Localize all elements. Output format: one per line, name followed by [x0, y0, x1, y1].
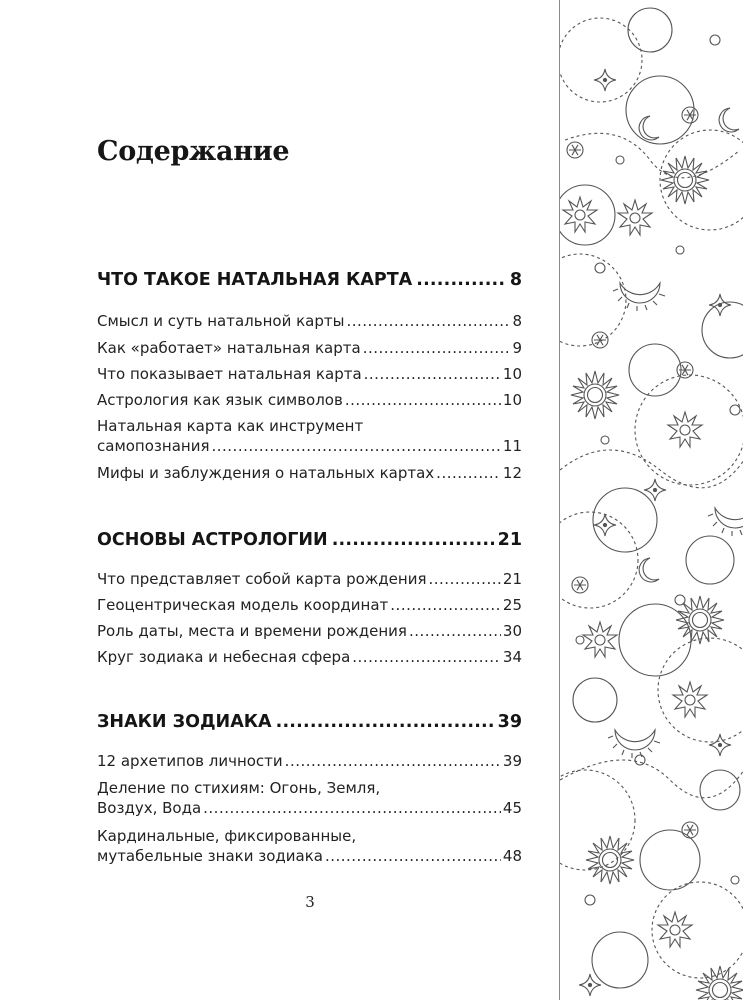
toc-section-title: ОСНОВЫ АСТРОЛОГИИ: [97, 530, 328, 550]
toc-page-number: 39: [497, 712, 522, 732]
solid-circles-icon: [560, 8, 743, 988]
toc-section-2[interactable]: [97, 530, 522, 550]
small-rings-icon: [576, 35, 740, 905]
toc-entry[interactable]: Круг зодиака и небесная сфера ..... 34: [97, 648, 522, 666]
toc-entry-multiline[interactable]: Натальная карта как инструмент самопознания ..... 11: [97, 416, 522, 456]
snowflake-icon: [682, 107, 698, 123]
crescent-moon-icon: [708, 508, 743, 536]
page-number: 3: [305, 893, 315, 911]
toc-page-number: 8: [509, 270, 522, 290]
sun-icon: [676, 596, 724, 644]
dot-leader: [332, 530, 494, 550]
star-burst-icon: [668, 412, 702, 447]
celestial-pattern-panel: [559, 0, 743, 1000]
sun-icon: [586, 836, 634, 884]
sparkle-icon: [594, 69, 616, 91]
star-burst-icon: [563, 197, 597, 232]
toc-section-1[interactable]: [97, 270, 522, 290]
toc-section-title: ЧТО ТАКОЕ НАТАЛЬНАЯ КАРТА: [97, 270, 413, 290]
toc-entry[interactable]: Что представляет собой карта рождения ..... 21: [97, 570, 522, 588]
star-burst-icon: [673, 682, 707, 717]
crescent-moon-icon: [639, 558, 659, 582]
page-title: Содержание: [97, 136, 290, 167]
crescent-moon-icon: [608, 730, 660, 758]
sun-icon: [696, 966, 743, 1000]
toc-entry[interactable]: Мифы и заблуждения о натальных картах ..... 12: [97, 464, 522, 482]
star-burst-icon: [583, 622, 617, 657]
toc-entry[interactable]: Геоцентрическая модель координат ..... 25: [97, 596, 522, 614]
crescent-moon-icon: [719, 108, 739, 132]
toc-page-number: 21: [497, 530, 522, 550]
sun-icon: [661, 156, 709, 204]
star-burst-icon: [658, 912, 692, 947]
toc-entry[interactable]: 12 архетипов личности ..... 39: [97, 752, 522, 770]
toc-section-3[interactable]: [97, 712, 522, 732]
toc-section-title: ЗНАКИ ЗОДИАКА: [97, 712, 272, 732]
snowflake-icon: [567, 142, 583, 158]
toc-entry[interactable]: Что показывает натальная карта ..... 10: [97, 365, 522, 383]
dot-leader: [276, 712, 494, 732]
toc-entry-multiline[interactable]: Кардинальные, фиксированные, мутабельные знаки зодиака ..... 48: [97, 826, 522, 866]
sun-icon: [571, 371, 619, 419]
star-burst-icon: [618, 200, 652, 235]
toc-entry[interactable]: Как «работает» натальная карта ..... 9: [97, 339, 522, 357]
sparkle-icon: [709, 734, 731, 756]
dot-leader: [416, 270, 506, 290]
toc-entry-multiline[interactable]: Деление по стихиям: Огонь, Земля, Воздух, Вода ..... 45: [97, 778, 522, 818]
sparkle-icon: [709, 294, 731, 316]
dashed-orbits-icon: [560, 18, 743, 978]
toc-entry[interactable]: Роль даты, места и времени рождения ..... 30: [97, 622, 522, 640]
toc-entry[interactable]: Смысл и суть натальной карты ..... 8: [97, 312, 522, 330]
sparkle-icon: [594, 514, 616, 536]
snowflake-icon: [682, 822, 698, 838]
toc-entry[interactable]: Астрология как язык символов ..... 10: [97, 391, 522, 409]
crescent-moon-icon: [639, 116, 659, 140]
crescent-moon-icon: [613, 283, 665, 311]
snowflake-icon: [592, 332, 608, 348]
snowflake-icon: [572, 577, 588, 593]
celestial-pattern: [560, 0, 743, 1000]
